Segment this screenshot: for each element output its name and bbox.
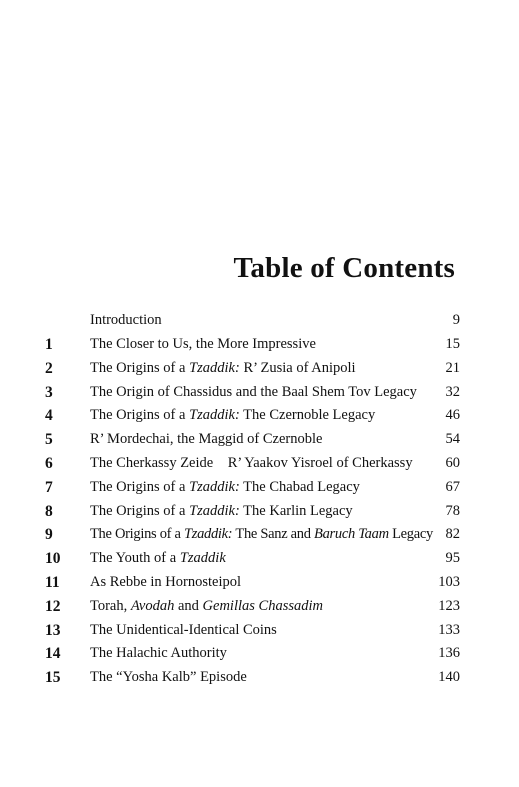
chapter-title-text: Torah,	[90, 597, 131, 614]
page-number: 123	[438, 597, 460, 614]
chapter-title	[90, 428, 322, 452]
chapter-title-text: The Cherkassy Zeide R’ Yaakov Yisroel of Cherkassy	[90, 454, 413, 471]
toc-entry	[45, 595, 460, 619]
chapter-title	[90, 571, 241, 595]
chapter-number: 4	[45, 407, 53, 425]
chapter-title-italic: Tzaddik	[179, 550, 226, 567]
page-number: 54	[445, 431, 460, 448]
chapter-title-text: The Chabad Legacy	[239, 478, 360, 495]
chapter-title-text: The Youth of a	[90, 550, 180, 567]
chapter-number: 11	[45, 573, 60, 591]
chapter-number: 7	[45, 478, 53, 496]
page-number: 95	[445, 550, 460, 567]
chapter-title-text: The Czernoble Legacy	[239, 407, 376, 424]
chapter-title	[90, 476, 360, 500]
page-number: 67	[445, 478, 460, 495]
toc-entry	[45, 571, 460, 595]
chapter-title	[90, 404, 375, 428]
chapter-title-italic: Tzaddik:	[189, 478, 240, 495]
page-number: 136	[438, 645, 460, 662]
page-number: 60	[445, 454, 460, 471]
table-of-contents	[45, 307, 460, 690]
toc-entry	[45, 642, 460, 666]
chapter-number: 13	[45, 621, 61, 639]
chapter-title	[90, 619, 277, 643]
chapter-title	[90, 381, 417, 405]
chapter-title-italic: Baruch Taam	[314, 526, 389, 543]
chapter-title-text: The Karlin Legacy	[239, 502, 353, 519]
chapter-number: 3	[45, 383, 53, 401]
chapter-title-text: The Origins of a	[90, 359, 190, 376]
toc-entry	[45, 452, 460, 476]
page-number: 140	[438, 669, 460, 686]
chapter-title-text: and	[174, 597, 203, 614]
chapter-title-italic: Gemillas Chassadim	[202, 597, 323, 614]
chapter-title	[90, 523, 433, 547]
toc-entry	[45, 500, 460, 524]
chapter-title	[90, 452, 413, 476]
chapter-title-text: R’ Mordechai, the Maggid of Czernoble	[90, 431, 323, 448]
chapter-title-text: Legacy	[388, 526, 433, 543]
page-number: 46	[445, 407, 460, 424]
chapter-title-text: The Sanz and	[232, 526, 315, 543]
toc-entry	[45, 307, 460, 333]
chapter-title-text: The Closer to Us, the More Impressive	[90, 336, 316, 352]
page-number: 133	[438, 621, 460, 638]
chapter-title	[90, 642, 227, 666]
toc-entry	[45, 523, 460, 547]
chapter-number: 15	[45, 669, 61, 687]
page-number: 15	[445, 336, 460, 352]
toc-entry	[45, 428, 460, 452]
page-number: 103	[438, 573, 460, 590]
chapter-title-text: The Unidentical-Identical Coins	[90, 621, 277, 638]
chapter-number: 2	[45, 359, 53, 377]
chapter-title-text: The Origins of a	[90, 502, 190, 519]
page-number: 9	[452, 312, 460, 328]
toc-entry	[45, 666, 460, 690]
page-number: 32	[445, 383, 460, 400]
chapter-title	[90, 333, 316, 357]
toc-entry	[45, 619, 460, 643]
chapter-number: 8	[45, 502, 53, 520]
chapter-number: 9	[45, 526, 53, 544]
page-number: 21	[445, 359, 460, 376]
chapter-title-text: The Origins of a	[90, 478, 190, 495]
chapter-title	[90, 500, 353, 524]
chapter-number: 1	[45, 336, 53, 353]
chapter-number: 12	[45, 597, 61, 615]
chapter-title-italic: Tzaddik:	[189, 407, 240, 424]
chapter-title	[90, 666, 247, 690]
chapter-title	[90, 547, 226, 571]
page-number: 78	[445, 502, 460, 519]
chapter-title-text: The “Yosha Kalb” Episode	[90, 669, 247, 686]
chapter-title-italic: Avodah	[130, 597, 175, 614]
toc-entry	[45, 404, 460, 428]
toc-entry	[45, 333, 460, 357]
chapter-title-text: Introduction	[90, 312, 162, 328]
chapter-number: 10	[45, 550, 61, 568]
chapter-number: 5	[45, 431, 53, 449]
toc-entry	[45, 357, 460, 381]
chapter-title-text: The Origin of Chassidus and the Baal Shem Tov Legacy	[90, 383, 417, 400]
chapter-title-italic: Tzaddik:	[189, 502, 240, 519]
chapter-title-text: The Halachic Authority	[90, 645, 227, 662]
chapter-title-text: The Origins of a	[90, 407, 190, 424]
chapter-title-text: As Rebbe in Hornosteipol	[90, 573, 242, 590]
chapter-title-italic: Tzaddik:	[189, 359, 240, 376]
toc-entry	[45, 547, 460, 571]
chapter-title	[90, 595, 323, 619]
chapter-number: 6	[45, 454, 53, 472]
toc-entry	[45, 381, 460, 405]
chapter-number: 14	[45, 645, 61, 663]
page-title: Table of Contents	[233, 252, 455, 284]
chapter-title-text: R’ Zusia of Anipoli	[239, 359, 356, 376]
chapter-title	[90, 357, 356, 381]
toc-entry	[45, 476, 460, 500]
chapter-title	[90, 307, 162, 333]
chapter-title-italic: Tzaddik:	[183, 526, 233, 543]
page-number: 82	[445, 526, 460, 543]
chapter-title-text: The Origins of a	[90, 526, 184, 543]
